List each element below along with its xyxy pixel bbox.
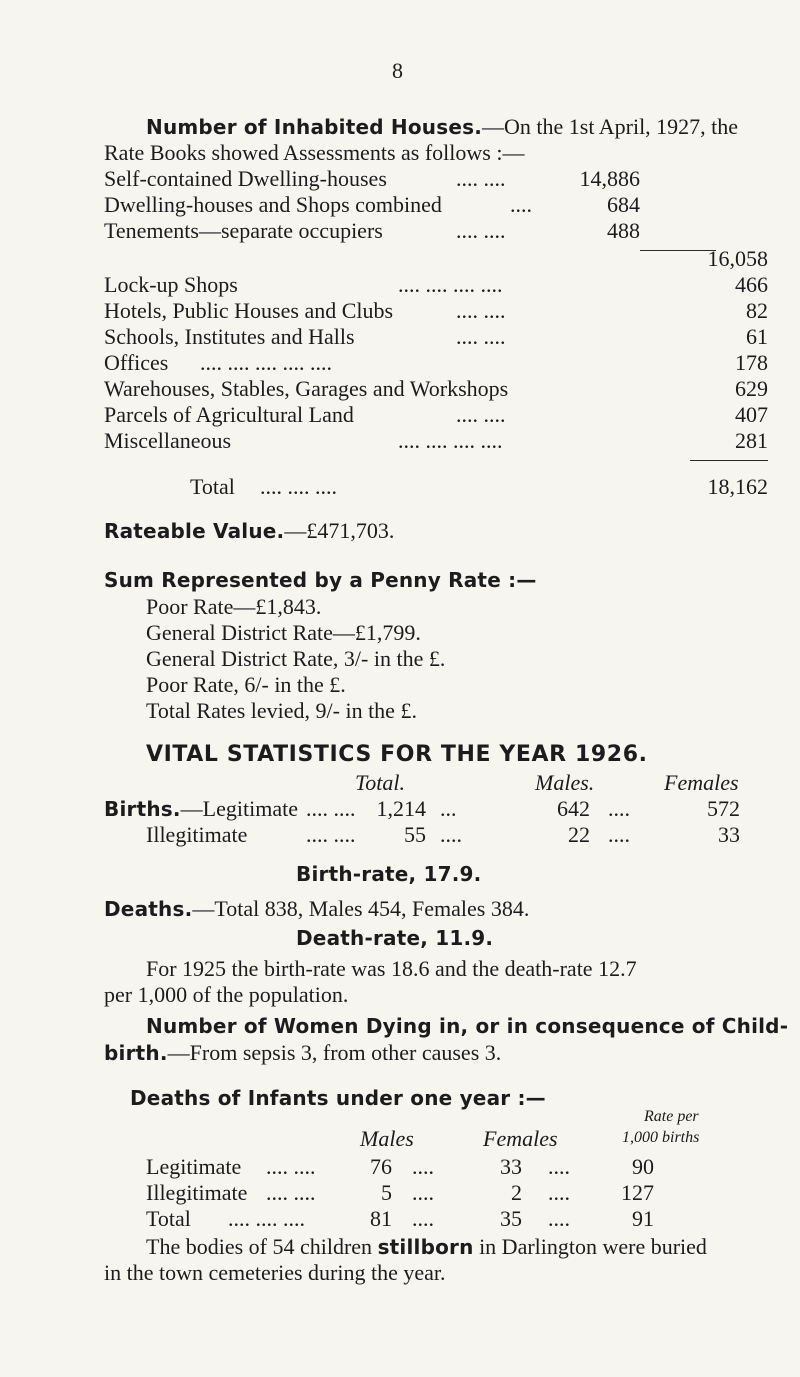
property-value: 407 bbox=[735, 402, 768, 427]
deaths-line bbox=[104, 896, 529, 922]
infants-col-rate-1: Rate per bbox=[644, 1108, 699, 1125]
penny-rate-line: General District Rate, 3/- in the £. bbox=[146, 646, 446, 671]
women-heading-2: birth. bbox=[104, 1041, 168, 1065]
illegit-mid: .... bbox=[440, 822, 462, 847]
houses-intro-2: Rate Books showed Assessments as follows :— bbox=[104, 140, 525, 165]
houses-intro-1: —On the 1st April, 1927, the bbox=[482, 114, 739, 139]
illegit-dots: .... .... bbox=[306, 822, 356, 847]
property-value: 466 bbox=[735, 272, 768, 297]
illegit-label: Illegitimate bbox=[146, 822, 248, 847]
vital-heading: VITAL STATISTICS FOR THE YEAR 1926. bbox=[146, 742, 648, 767]
births-legit-line bbox=[104, 796, 298, 822]
legit-label: —Legitimate bbox=[180, 796, 298, 821]
total-rule bbox=[690, 460, 768, 461]
women-line-2 bbox=[104, 1040, 501, 1066]
infant-row-males: 81 bbox=[370, 1206, 392, 1231]
property-label: Schools, Institutes and Halls bbox=[104, 324, 355, 349]
property-value: 178 bbox=[735, 350, 768, 375]
property-label: Hotels, Public Houses and Clubs bbox=[104, 298, 394, 323]
illegit-males: 22 bbox=[568, 822, 590, 847]
women-text: —From sepsis 3, from other causes 3. bbox=[167, 1040, 502, 1065]
infant-row-rate: 91 bbox=[632, 1206, 654, 1231]
deaths-heading: Deaths. bbox=[104, 897, 193, 921]
infant-row-females: 2 bbox=[511, 1180, 522, 1205]
death-rate: Death-rate, 11.9. bbox=[296, 926, 494, 950]
property-dots: .... .... bbox=[456, 324, 506, 349]
births-heading: Births. bbox=[104, 797, 181, 821]
infant-row-females: 35 bbox=[500, 1206, 522, 1231]
penny-rate-line: Poor Rate—£1,843. bbox=[146, 594, 322, 619]
infant-row-females: 33 bbox=[500, 1154, 522, 1179]
infant-row-dots: .... bbox=[412, 1180, 434, 1205]
illegit-total: 55 bbox=[404, 822, 426, 847]
dwellings-subtotal: 16,058 bbox=[707, 246, 768, 271]
legit-mid: ... bbox=[440, 796, 457, 821]
total-dots: .... .... .... bbox=[260, 474, 337, 499]
col-total: Total. bbox=[355, 770, 405, 795]
infant-row-rate: 127 bbox=[621, 1180, 654, 1205]
infants-heading: Deaths of Infants under one year :— bbox=[130, 1086, 546, 1110]
infant-row-label: Total bbox=[146, 1206, 191, 1231]
property-label: Offices bbox=[104, 350, 169, 375]
infants-col-rate-2: 1,000 births bbox=[622, 1129, 700, 1146]
dwelling-dots: .... .... bbox=[456, 218, 506, 243]
penny-rate-line: Poor Rate, 6/- in the £. bbox=[146, 672, 346, 697]
infants-col-males: Males bbox=[360, 1126, 414, 1151]
legit-females: 572 bbox=[707, 796, 740, 821]
dwelling-label: Dwelling-houses and Shops combined bbox=[104, 192, 442, 217]
women-heading-1: Number of Women Dying in, or in consequence of Child- bbox=[146, 1014, 789, 1038]
property-label: Lock-up Shops bbox=[104, 272, 238, 297]
infant-row-dots: .... .... bbox=[266, 1180, 316, 1205]
property-dots: .... .... bbox=[456, 298, 506, 323]
total-value: 18,162 bbox=[707, 474, 768, 499]
dwelling-label: Self-contained Dwelling-houses bbox=[104, 166, 387, 191]
penny-rate-line: Total Rates levied, 9/- in the £. bbox=[146, 698, 417, 723]
stillborn-bold: stillborn bbox=[377, 1235, 474, 1259]
stillborn-before: The bodies of 54 children bbox=[146, 1234, 378, 1259]
compare-line-1: For 1925 the birth-rate was 18.6 and the death-rate 12.7 bbox=[146, 956, 637, 981]
legit-males: 642 bbox=[557, 796, 590, 821]
birth-rate: Birth-rate, 17.9. bbox=[296, 862, 482, 886]
infant-row-males: 76 bbox=[370, 1154, 392, 1179]
property-dots: .... .... .... .... .... bbox=[200, 350, 332, 375]
total-label: Total bbox=[190, 474, 235, 499]
property-value: 82 bbox=[746, 298, 768, 323]
dwelling-value: 14,886 bbox=[579, 166, 640, 191]
penny-rate-heading: Sum Represented by a Penny Rate :— bbox=[104, 568, 537, 592]
illegit-females: 33 bbox=[718, 822, 740, 847]
col-females: Females bbox=[664, 770, 739, 795]
penny-rate-line: General District Rate—£1,799. bbox=[146, 620, 421, 645]
houses-heading-line bbox=[146, 114, 738, 140]
illegit-dots2: .... bbox=[608, 822, 630, 847]
legit-total: 1,214 bbox=[376, 796, 426, 821]
infant-row-dots: .... bbox=[548, 1180, 570, 1205]
houses-heading: Number of Inhabited Houses. bbox=[146, 115, 483, 139]
infant-row-dots: .... bbox=[548, 1154, 570, 1179]
stillborn-after: in Darlington were buried bbox=[473, 1234, 707, 1259]
deaths-text: —Total 838, Males 454, Females 384. bbox=[192, 896, 530, 921]
dwelling-value: 684 bbox=[607, 192, 640, 217]
property-label: Miscellaneous bbox=[104, 428, 232, 453]
compare-line-2: per 1,000 of the population. bbox=[104, 982, 349, 1007]
rateable-heading: Rateable Value. bbox=[104, 519, 285, 543]
dwelling-dots: .... bbox=[510, 192, 532, 217]
property-dots: .... .... .... .... bbox=[398, 272, 503, 297]
infants-col-females: Females bbox=[483, 1126, 558, 1151]
rateable-line bbox=[104, 518, 394, 544]
dwelling-dots: .... .... bbox=[456, 166, 506, 191]
col-males: Males. bbox=[535, 770, 595, 795]
infant-row-label: Illegitimate bbox=[146, 1180, 248, 1205]
infant-row-males: 5 bbox=[381, 1180, 392, 1205]
infant-row-dots: .... bbox=[548, 1206, 570, 1231]
dwelling-label: Tenements—separate occupiers bbox=[104, 218, 383, 243]
infant-row-dots: .... bbox=[412, 1206, 434, 1231]
stillborn-line-1 bbox=[146, 1234, 707, 1260]
infant-row-rate: 90 bbox=[632, 1154, 654, 1179]
page-number: 8 bbox=[392, 58, 403, 83]
property-dots: .... .... bbox=[456, 402, 506, 427]
property-dots: .... .... .... .... bbox=[398, 428, 503, 453]
rateable-value: —£471,703. bbox=[284, 518, 395, 543]
legit-dots: .... .... bbox=[306, 796, 356, 821]
property-value: 281 bbox=[735, 428, 768, 453]
infant-row-dots: .... bbox=[412, 1154, 434, 1179]
infant-row-dots: .... .... .... bbox=[228, 1206, 305, 1231]
property-label: Parcels of Agricultural Land bbox=[104, 402, 354, 427]
infant-row-label: Legitimate bbox=[146, 1154, 242, 1179]
stillborn-line-2: in the town cemeteries during the year. bbox=[104, 1260, 446, 1285]
dwelling-value: 488 bbox=[607, 218, 640, 243]
property-value: 629 bbox=[735, 376, 768, 401]
property-value: 61 bbox=[746, 324, 768, 349]
infant-row-dots: .... .... bbox=[266, 1154, 316, 1179]
legit-dots2: .... bbox=[608, 796, 630, 821]
property-label: Warehouses, Stables, Garages and Workshops bbox=[104, 376, 509, 401]
